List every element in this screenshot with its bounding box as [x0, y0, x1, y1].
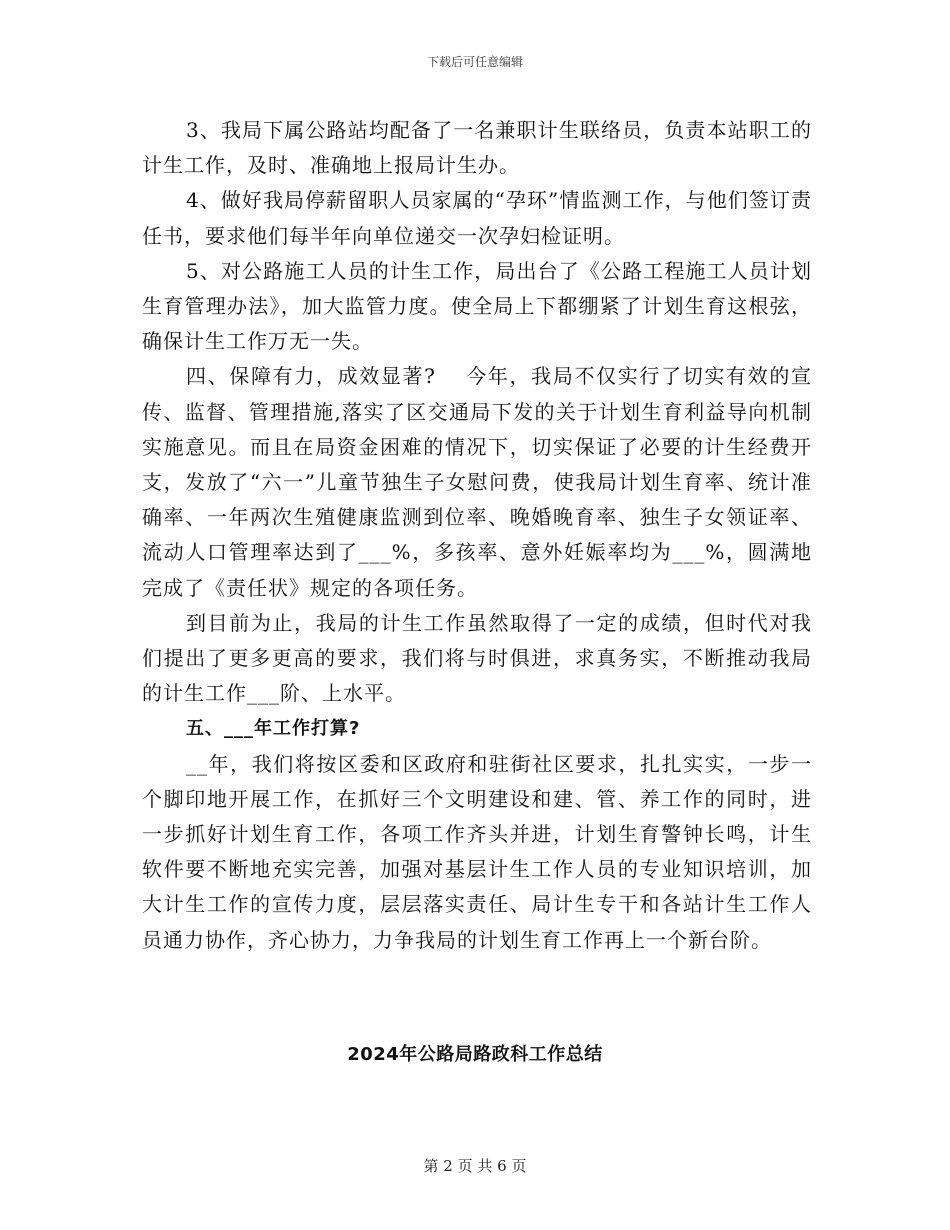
- paragraph-item-4: 4、做好我局停薪留职人员家属的“孕环”情监测工作，与他们签订责任书，要求他们每半年向单位递交一次孕妇检证明。: [142, 188, 812, 248]
- section-heading-plan: 五、___年工作打算?: [186, 718, 361, 740]
- page-number: 第 2 页 共 6 页: [423, 1157, 527, 1175]
- next-document-title: 2024年公路局路政科工作总结: [347, 1044, 603, 1065]
- page-header-note: 下载后可任意编辑: [426, 55, 523, 69]
- paragraph-item-3: 3、我局下属公路站均配备了一名兼职计生联络员，负责本站职工的计生工作，及时、准确地上报局计生办。: [142, 118, 812, 178]
- paragraph-conclusion: 到目前为止，我局的计生工作虽然取得了一定的成绩，但时代对我们提出了更多更高的要求，我们将与时俱进，求真务实，不断推动我局的计生工作___阶、上水平。: [142, 610, 812, 706]
- document-body: [142, 113, 812, 958]
- paragraph-section-four: 四、保障有力，成效显著? 今年，我局不仅实行了切实有效的宣传、监督、管理措施,落实了区交通局下发的关于计划生育利益导向机制实施意见。而且在局资金困难的情况下，切实保证了必要的计生经费开支，发放了“六一”儿童节独生子女慰问费，使我局计划生育率、统计准确率、一年两次生殖健康监测到位率、晚婚晚育率、独生子女领证率、流动人口管理率达到了___%，多孩率、意外妊娠率均为___%，圆满地完成了《责任状》规定的各项任务。: [142, 364, 812, 600]
- paragraph-plan: __年，我们将按区委和区政府和驻街社区要求，扎扎实实，一步一个脚印地开展工作，在抓好三个文明建设和建、管、养工作的同时，进一步抓好计划生育工作，各项工作齐头并进，计划生育警钟长鸣，计生软件要不断地充实完善，加强对基层计生工作人员的专业知识培训，加大计生工作的宣传力度，层层落实责任、局计生专干和各站计生工作人员通力协作，齐心协力，力争我局的计划生育工作再上一个新台阶。: [142, 751, 812, 952]
- paragraph-item-5: 5、对公路施工人员的计生工作，局出台了《公路工程施工人员计划生育管理办法》，加大监管力度。使全局上下都绷紧了计划生育这根弦，确保计生工作万无一失。: [142, 258, 812, 354]
